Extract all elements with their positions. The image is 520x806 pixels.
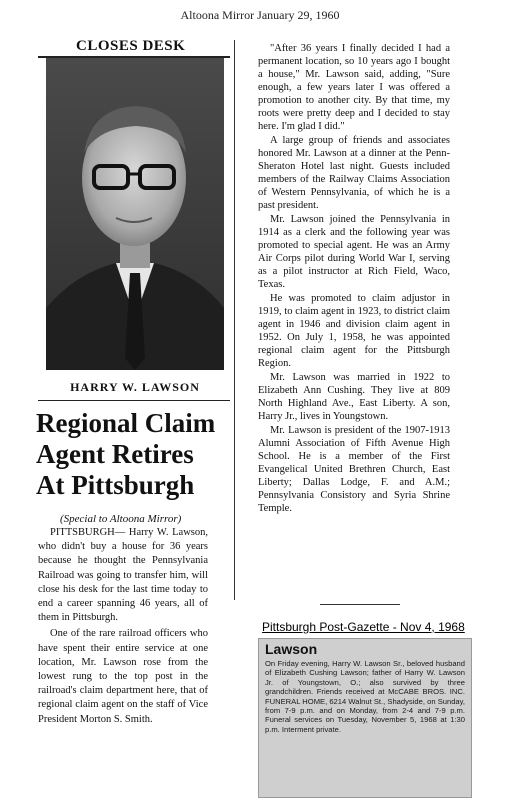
end-rule [320,604,400,605]
obituary-source-caption: Pittsburgh Post-Gazette - Nov 4, 1968 [262,620,465,634]
article-paragraph: A large group of friends and associates honored Mr. Lawson at a dinner at the Penn-Sheraton Hotel last night. Guests included members of the Railway Claims Association of Western Pennsylvania, of which he is a past president. [258,135,450,211]
headline [36,408,236,501]
headline-line: Regional Claim [36,408,216,438]
divider [38,400,230,401]
page-caption: Altoona Mirror January 29, 1960 [180,8,340,22]
article-column-right [258,42,450,516]
article-paragraph: He was promoted to claim adjustor in 1919, to claim agent in 1923, to district claim agent in 1946 and division claim agent in 1952. On July 1, 1958, he was appointed regional claim agent for the Pittsburgh Region. [258,293,450,369]
article-paragraph: Mr. Lawson is president of the 1907-1913 Alumni Association of Fifth Avenue High School. He is a member of the First Evangelical United Brethren Church, East Liberty; Dallas Lodge, F. and A.M.; Pennsylvania Consistory and Syria Shrine Temple. [258,425,450,514]
article-paragraph: PITTSBURGH— Harry W. Lawson, who didn't buy a house for 36 years because he thought the Pennsylvania Railroad was going to transfer him, will close his desk for the last time today to end a career spanning 46 years, all of them in Pittsburgh. [38,527,208,624]
article-paragraph: "After 36 years I finally decided I had a permanent location, so 10 years ago I bought a house," Mr. Lawson said, adding, "Sure enough, a few years later I was offered a promotion to another city. By that time, my roots were pretty deep and I decided to stay here. I'm glad I did." [258,43,450,132]
article-paragraph: Mr. Lawson was married in 1922 to Elizabeth Ann Cushing. They live at 809 North Highland Ave., East Liberty. A son, Harry Jr., lives in Youngstown. [258,372,450,422]
dateline-credit: (Special to Altoona Mirror) [60,513,182,525]
obituary-clipping [258,638,472,798]
obituary-title: Lawson [265,641,318,657]
article-column-left [38,526,208,729]
article-paragraph: Mr. Lawson joined the Pennsylvania in 1914 as a clerk and the following year was promoted to special agent. He was an Army Air Corps pilot during World War I, serving as a pilot instructor at Rich Field, Waco, Texas. [258,214,450,290]
section-label: CLOSES DESK [76,38,186,54]
obituary-body: On Friday evening, Harry W. Lawson Sr., beloved husband of Elizabeth Cushing Lawson; father of Harry W. Lawson Jr. of Youngstown, O.; also survived by three grandchildren. Friends received at McCABE BROS. INC. FUNERAL HOME, 6214 Walnut St., Shadyside, on Sunday, from 7-9 p.m. and on Monday, from 2-4 and 7-9 p.m. Funeral services on Tuesday, November 5, 1968 at 1:30 p.m. Interment private. [265,659,465,734]
photo-caption: HARRY W. LAWSON [70,380,200,394]
portrait-photo [46,58,224,370]
headline-line: At Pittsburgh [36,470,195,500]
article-paragraph: One of the rare railroad officers who have spent their entire service at one location, Mr. Lawson rose from the lowest rung to the top post in the railroad's claim department here, that of regional claim agent on the staff of Vice President Morton S. Smith. [38,628,208,725]
headline-line: Agent Retires [36,439,194,469]
column-divider [234,40,235,600]
